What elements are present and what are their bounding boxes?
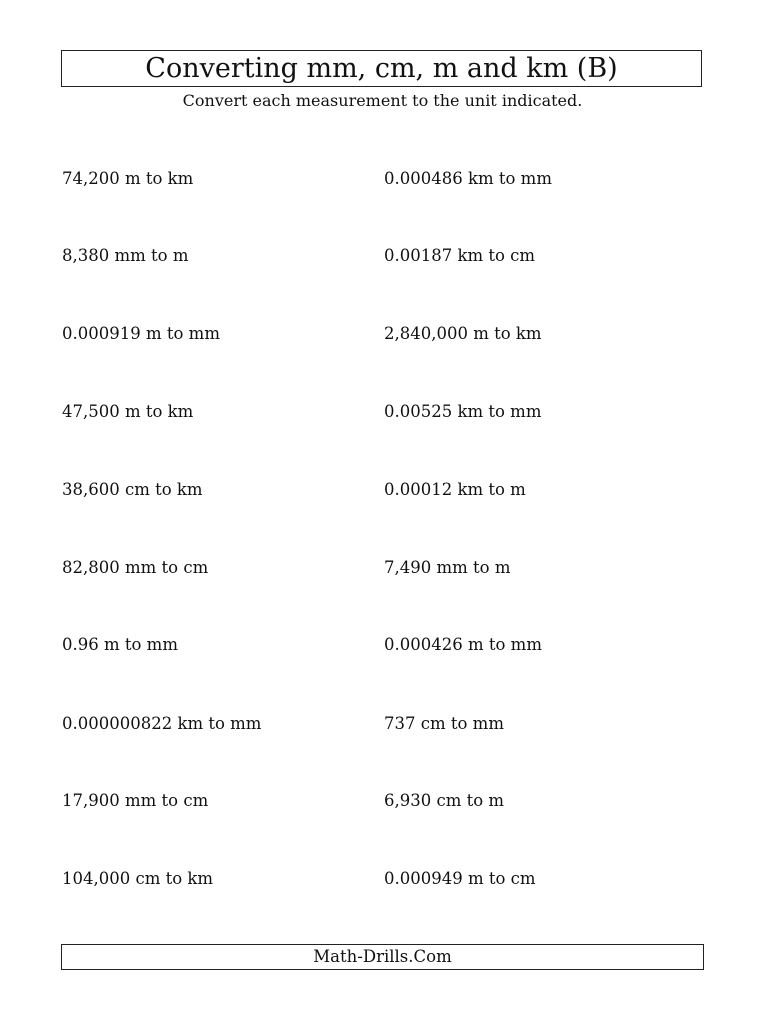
footer-credit: Math-Drills.Com	[61, 944, 704, 970]
worksheet-instructions: Convert each measurement to the unit indicated.	[182, 91, 583, 110]
problem-left-5: 38,600 cm to km	[62, 480, 203, 499]
problem-right-2: 0.00187 km to cm	[384, 246, 536, 265]
worksheet-title: Converting mm, cm, m and km (B)	[61, 50, 702, 87]
problem-right-4: 0.00525 km to mm	[384, 402, 542, 421]
problem-right-9: 6,930 cm to m	[384, 791, 505, 810]
problem-left-6: 82,800 mm to cm	[62, 558, 209, 577]
problem-left-4: 47,500 m to km	[62, 402, 194, 421]
problem-left-1: 74,200 m to km	[62, 169, 194, 188]
problem-right-5: 0.00012 km to m	[384, 480, 526, 499]
problem-right-7: 0.000426 m to mm	[384, 635, 542, 654]
problem-left-7: 0.96 m to mm	[62, 635, 178, 654]
problem-left-9: 17,900 mm to cm	[62, 791, 209, 810]
problem-left-8: 0.000000822 km to mm	[62, 714, 262, 733]
problem-right-10: 0.000949 m to cm	[384, 869, 536, 888]
problem-right-1: 0.000486 km to mm	[384, 169, 552, 188]
problem-left-10: 104,000 cm to km	[62, 869, 214, 888]
problem-right-6: 7,490 mm to m	[384, 558, 511, 577]
problem-left-3: 0.000919 m to mm	[62, 324, 220, 343]
problem-right-3: 2,840,000 m to km	[384, 324, 542, 343]
problem-left-2: 8,380 mm to m	[62, 246, 189, 265]
problem-right-8: 737 cm to mm	[384, 714, 504, 733]
